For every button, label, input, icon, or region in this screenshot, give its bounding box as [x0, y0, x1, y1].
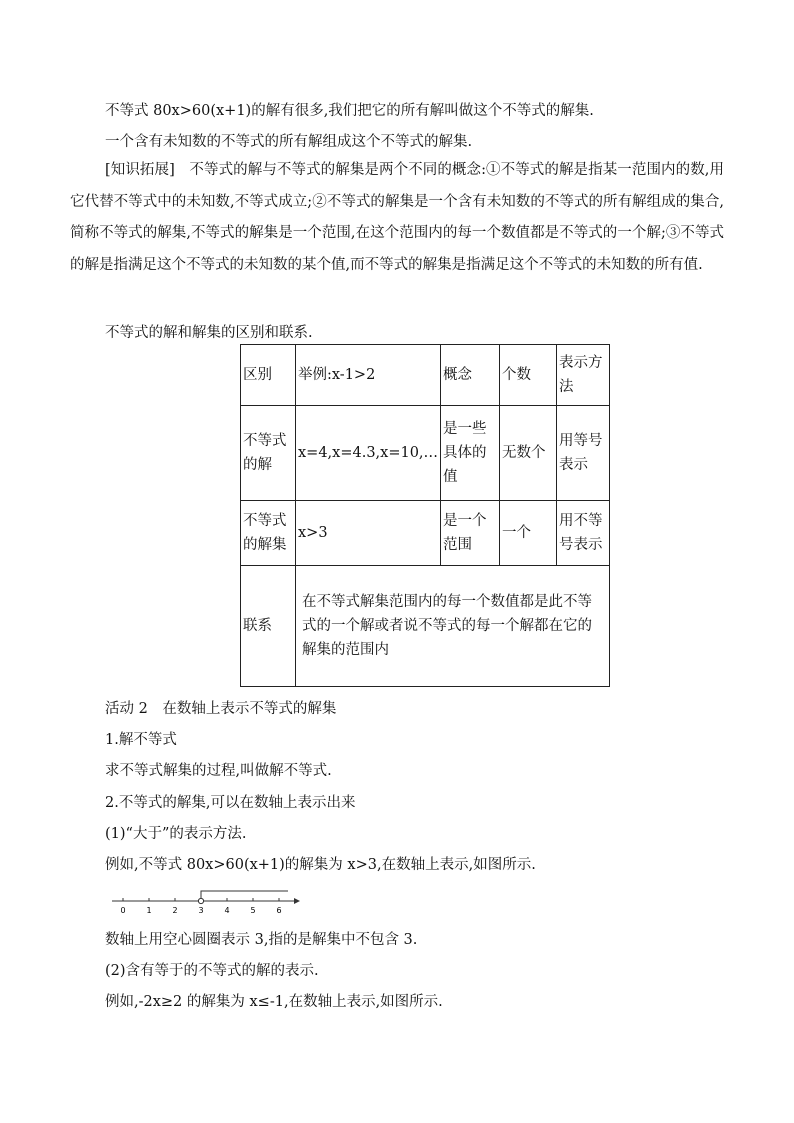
table-row: [241, 406, 610, 501]
comparison-table: [240, 344, 610, 687]
activity-heading: 活动 2 在数轴上表示不等式的解集: [105, 701, 337, 717]
table-cell: 用等号表示: [557, 406, 610, 501]
tick-label: 5: [250, 906, 256, 915]
tick-label: 4: [224, 906, 230, 915]
section-heading: 2.不等式的解集,可以在数轴上表示出来: [105, 795, 356, 811]
table-row: [241, 566, 610, 687]
table-cell: 不等式的解: [241, 406, 296, 501]
text-line: (2)含有等于的不等式的解的表示.: [105, 963, 319, 979]
text-line-solution-set-definition: 一个含有未知数的不等式的所有解组成这个不等式的解集.: [105, 134, 473, 150]
tick-label: 0: [120, 906, 126, 915]
table-cell: 表示方法: [557, 345, 610, 406]
table-cell: 个数: [500, 345, 557, 406]
table-cell: 是一些具体的值: [441, 406, 500, 501]
table-cell: 是一个范围: [441, 501, 500, 566]
text-line: 例如,不等式 80x>60(x+1)的解集为 x>3,在数轴上表示,如图所示.: [105, 857, 536, 873]
table-cell: 无数个: [500, 406, 557, 501]
tick-label: 3: [198, 906, 204, 915]
axis-arrow-icon: [294, 898, 300, 904]
table-row: [241, 501, 610, 566]
knowledge-extension-paragraph: [知识拓展] 不等式的解与不等式的解集是两个不同的概念:①不等式的解是指某一范围内的数,用它代替不等式中的未知数,不等式成立;②不等式的解集是一个含有未知数的不等式的所有解组成的集合,简称不等式的解集,不等式的解集是一个范围,在这个范围内的每一个数值都是不等式的一个解;③不等式的解是指满足这个不等式的未知数的某个值,而不等式的解集是指满足这个不等式的未知数的所有值.: [70, 162, 724, 273]
table-intro-text: 不等式的解和解集的区别和联系.: [105, 325, 313, 341]
table-cell: 概念: [441, 345, 500, 406]
table-cell: 不等式的解集: [241, 501, 296, 566]
section-heading: 1.解不等式: [105, 732, 177, 748]
number-line-figure: [108, 884, 308, 918]
table-cell: 用不等号表示: [557, 501, 610, 566]
table-cell: 在不等式解集范围内的每一个数值都是此不等式的一个解或者说不等式的每一个解都在它的解集的范围内: [296, 566, 610, 687]
text-line: 求不等式解集的过程,叫做解不等式.: [105, 763, 332, 779]
table-header-row: [241, 345, 610, 406]
tick-label: 6: [276, 906, 282, 915]
text-line: (1)“大于”的表示方法.: [105, 826, 247, 842]
text-line: 数轴上用空心圆圈表示 3,指的是解集中不包含 3.: [105, 932, 418, 948]
table-cell: 一个: [500, 501, 557, 566]
table-cell: 举例:x-1>2: [296, 345, 441, 406]
table-cell: x=4,x=4.3,x=10,…: [296, 406, 441, 501]
solution-range-line: [201, 891, 288, 901]
table-cell: 区别: [241, 345, 296, 406]
table-cell: x>3: [296, 501, 441, 566]
tick-label: 2: [172, 906, 178, 915]
text-line: 例如,-2x≥2 的解集为 x≤-1,在数轴上表示,如图所示.: [105, 994, 443, 1010]
text-line-solutions-intro: 不等式 80x>60(x+1)的解有很多,我们把它的所有解叫做这个不等式的解集.: [105, 103, 594, 119]
tick-label: 1: [146, 906, 152, 915]
table-cell: 联系: [241, 566, 296, 687]
open-circle-marker: [198, 898, 203, 903]
